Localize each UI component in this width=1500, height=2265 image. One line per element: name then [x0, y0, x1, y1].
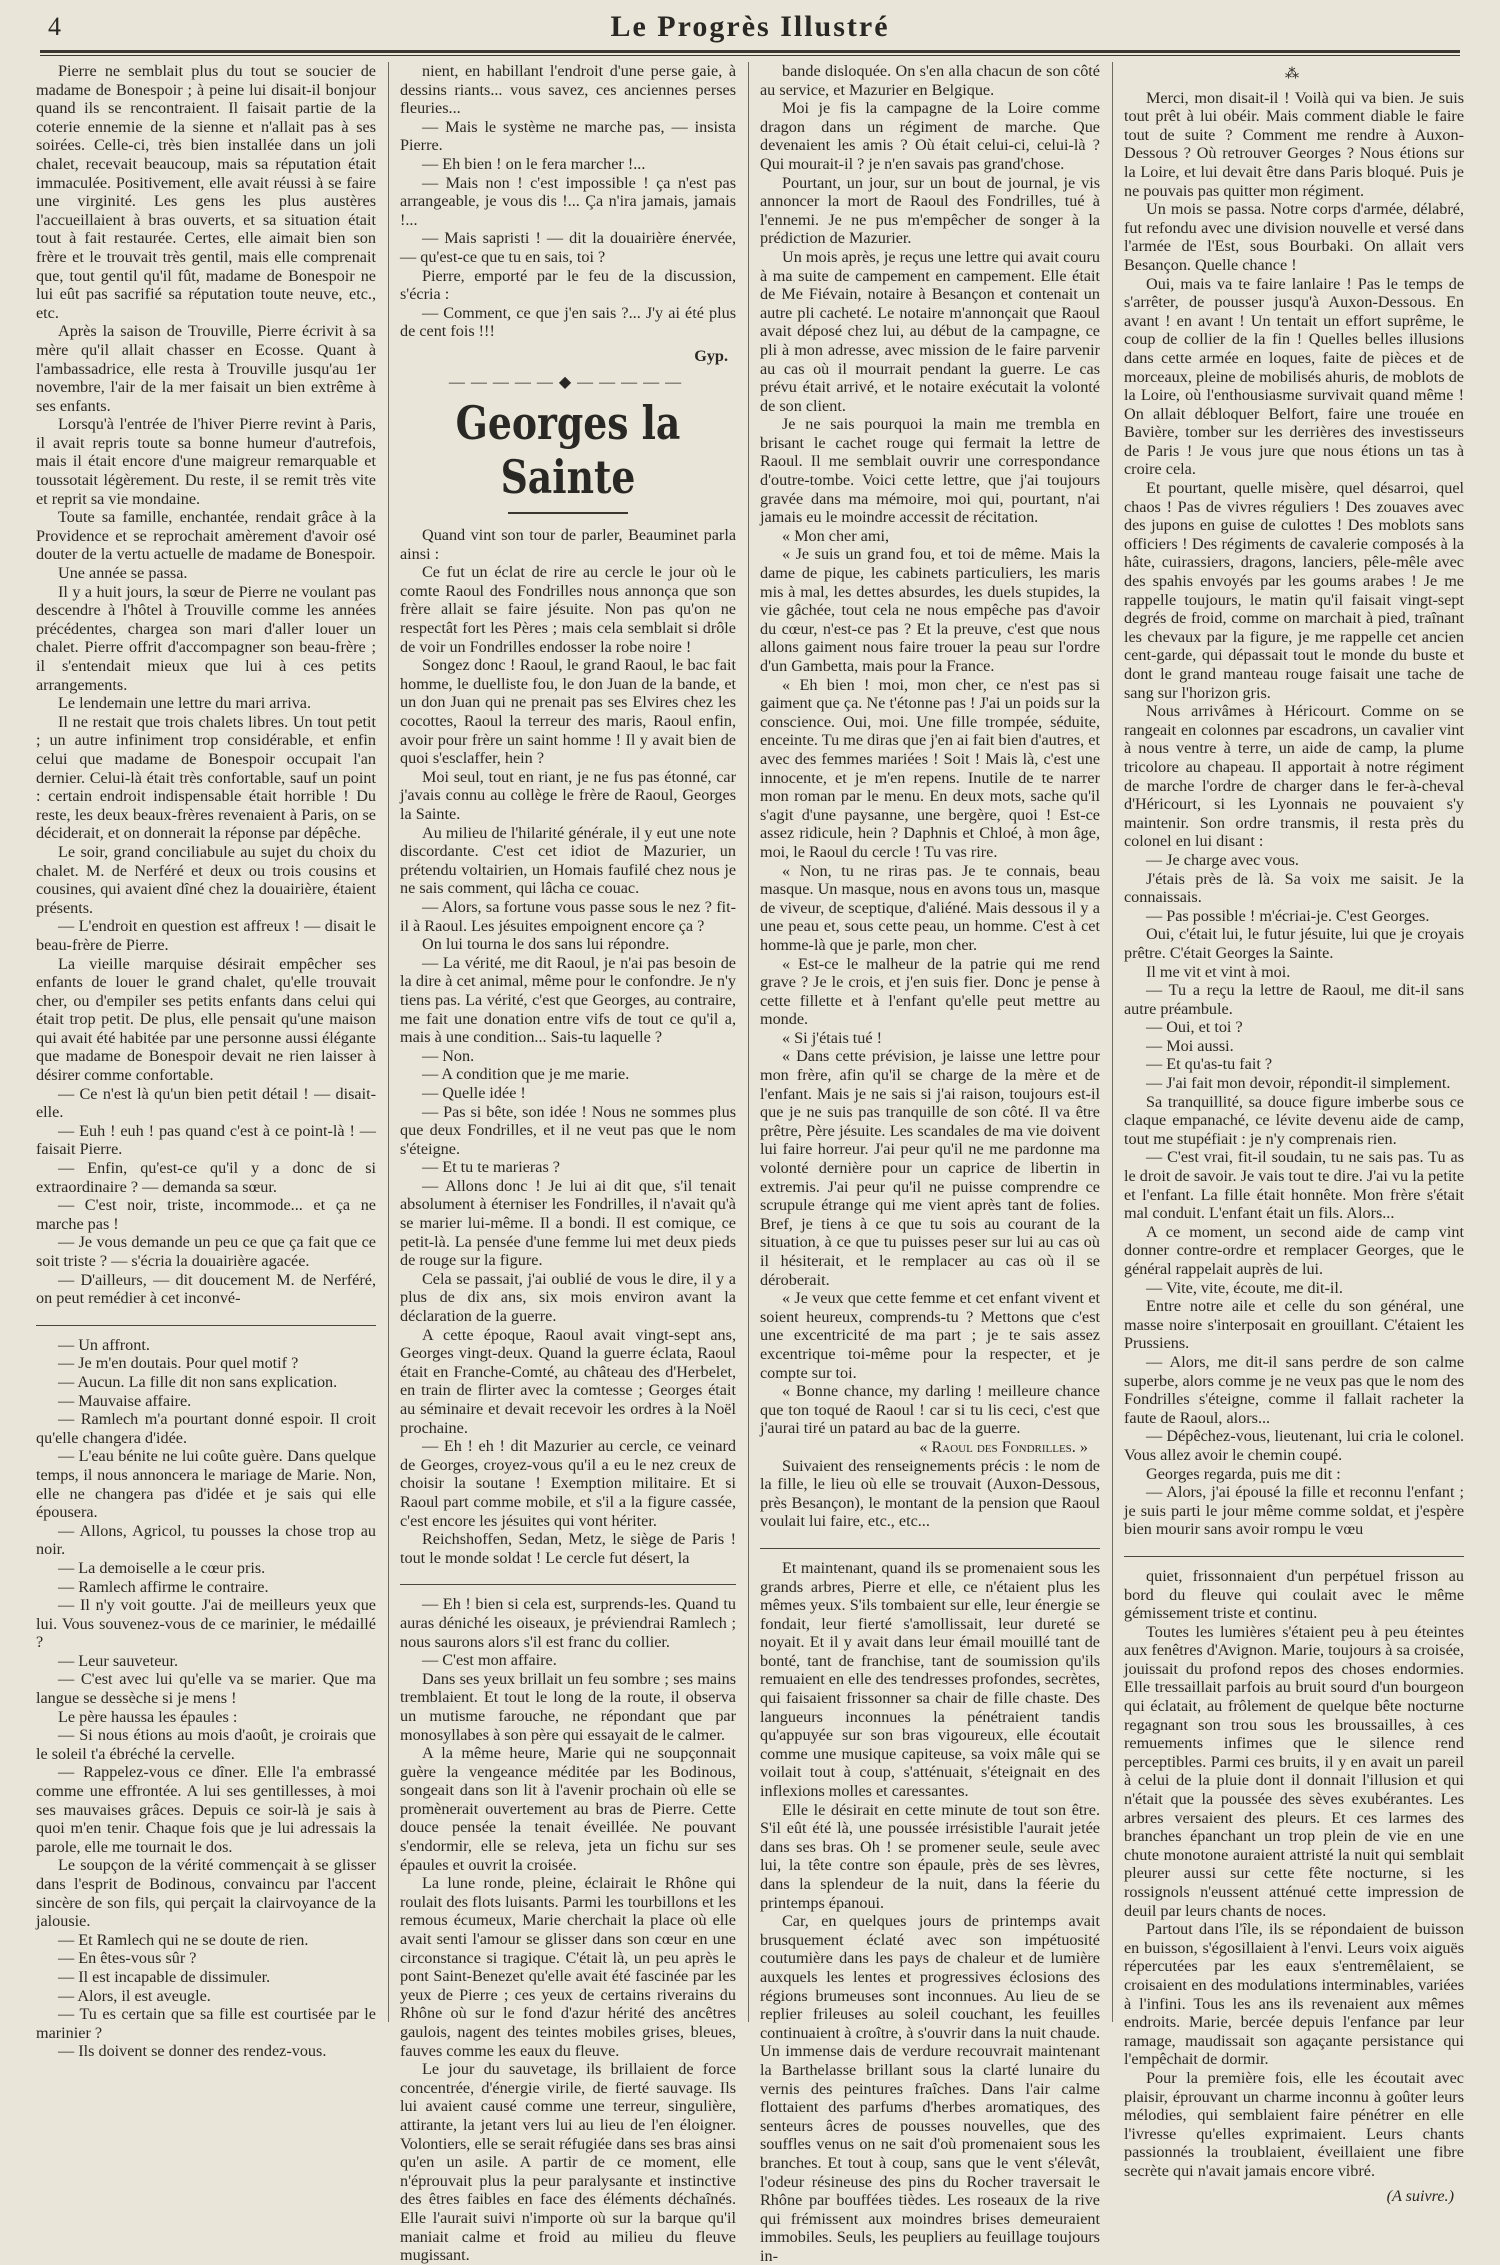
- paragraph: — Alors, j'ai épousé la fille et reconnu l'enfant ; je suis parti le jour même comme soldat, et j'espère bien mourir sans avoir rompu le vœu: [1124, 1483, 1464, 1539]
- letter-signature: « Raoul des Fondrilles. »: [919, 1437, 1088, 1456]
- paragraph: — J'ai fait mon devoir, répondit-il simplement.: [1146, 1074, 1451, 1093]
- section-divider: [36, 1308, 376, 1326]
- paragraph: Quand vint son tour de parler, Beauminet parla ainsi :: [400, 526, 736, 563]
- paragraph: — Euh ! euh ! pas quand c'est à ce point-là ! — faisait Pierre.: [36, 1121, 376, 1159]
- paragraph: « Je veux que cette femme et cet enfant vivent et soient heureux, comprends-tu ? Mettons que c'est une excentricité de ma part ; je te sais assez excentrique toi-même pour la respecter, et je compte sur toi.: [760, 1289, 1100, 1382]
- paragraph: Je ne sais pourquoi la main me trembla en brisant le cachet rouge qui fermait la lettre de Raoul. Il me semblait ouvrir une correspondance d'outre-tombe. Voici cette lettre, que j'ai toujours gravée dans ma mémoire, moi qui, pourtant, n'ai jamais eu le moindre accessit de récitation.: [760, 415, 1100, 527]
- paragraph: — Mais sapristi ! — dit la douairière énervée, — qu'est-ce que tu en sais, toi ?: [400, 229, 736, 266]
- paragraph: Il me vit et vint à moi.: [1146, 962, 1291, 981]
- paragraph: Le lendemain une lettre du mari arriva.: [58, 694, 312, 713]
- story3-col2: [400, 1595, 736, 2264]
- paragraph: — Je charge avec vous.: [1146, 850, 1299, 869]
- paragraph: — Ramlech m'a pourtant donné espoir. Il croit qu'elle changera d'idée.: [36, 1410, 376, 1447]
- header-rule-thin: [40, 55, 1460, 56]
- paragraph: quiet, frissonnaient d'un perpétuel frisson au bord du fleuve qui coulait avec le même gémissement triste et continu.: [1124, 1566, 1464, 1623]
- paragraph: — Mauvaise affaire.: [58, 1391, 192, 1410]
- story-title: Georges la Sainte: [455, 396, 681, 505]
- paragraph: — Enfin, qu'est-ce qu'il y a donc de si extraordinaire ? — demanda sa sœur.: [36, 1159, 376, 1196]
- paragraph: — Mais non ! c'est impossible ! ça n'est pas arrangeable, je vous dis !... Ça n'ira jamais, jamais !...: [400, 173, 736, 229]
- paragraph: — Et Ramlech qui ne se doute de rien.: [58, 1930, 309, 1949]
- story3-col4: [1124, 1567, 1464, 2181]
- paragraph: Oui, c'était lui, le futur jésuite, lui que je croyais prêtre. C'était Georges la Sainte.: [1124, 925, 1464, 962]
- paragraph: Le jour du sauvetage, ils brillaient de force concentrée, d'énergie virile, de fierté sauvage. Ils lui avaient causé comme une terreur, singulière, attirante, la jetant vers lui au lieu de l'en éloigner. Volontiers, elle se serait réfugiée dans ses bras ainsi qu'en un asile. A partir de ce moment, elle n'éprouvait plus la peur paralysante et instinctive des êtres faibles en face des éléments déchaînés. Elle l'aurait suivi n'importe où sur la barque qu'il maniait calme et froid au milieu du fleuve mugissant.: [400, 2060, 736, 2265]
- paragraph: Il y a huit jours, la sœur de Pierre ne voulant pas descendre à l'hôtel à Trouville comme les années précédentes, chargea son mari d'aller louer un chalet. Pierre offrit d'accompagner son beau-frère ; il s'entendait mieux que lui à ces petits arrangements.: [36, 582, 376, 694]
- paragraph: — Si nous étions au mois d'août, je croirais que le soleil t'a ébréché la cervelle.: [36, 1726, 376, 1763]
- story2-col3-end: Suivaient des renseignements précis : le nom de la fille, le lieu où elle se trouvait (Auxon-Dessous, près Besançon), le montant de la pension que Raoul voulait lui faire, etc., etc...: [760, 1456, 1100, 1531]
- paragraph: — Rappelez-vous ce dîner. Elle l'a embrassé comme une effrontée. A lui ses gentillesses, à moi ses mauvaises grâces. Depuis ce soir-là je sais à quoi m'en tenir. Chaque fois que je lui adressais la parole, elle me tournait le dos.: [36, 1763, 376, 1856]
- paragraph: Pour la première fois, elle les écoutait avec plaisir, éprouvant un charme inconnu à goûter leurs mélodies, qui semblaient faire pénétrer en elle l'ivresse qu'elles exprimaient. Leurs chants passionnés la troublaient, éveillaient une fibre secrète qui n'avait jamais encore vibré.: [1124, 2068, 1464, 2180]
- paragraph: Nous arrivâmes à Héricourt. Comme on se rangeait en colonnes par escadrons, un cavalier vint à nous ventre à terre, un aide de camp, la plume tricolore au chapeau. Il apportait à notre régiment de marche l'ordre de charger dans le fer-à-cheval d'Héricourt, si les Lyonnais ne pouvaient s'y maintenir. Son ordre transmis, il resta près du colonel en lui disant :: [1124, 702, 1464, 851]
- paragraph: La lune ronde, pleine, éclairait le Rhône qui roulait des flots luisants. Parmi les tourbillons et les remous écumeux, Marie cherchait la place où elle avait senti l'amour se glisser dans son cœur en une circonstance si tragique. C'était là, un peu après le pont Saint-Benezet qu'elle avait été fascinée par les yeux de Pierre ; ces yeux de certains riverains du Rhône où sur le fond d'azur hérité des ancêtres gaulois, nagent des teintes mobiles grises, bleues, fauves comme les eaux du fleuve.: [400, 1874, 736, 2060]
- title-ornament: —————◆—————: [448, 373, 688, 391]
- paragraph: A ce moment, un second aide de camp vint donner contre-ordre et remplacer Georges, que le général rappelait auprès de lui.: [1124, 1222, 1464, 1278]
- paragraph: Georges regarda, puis me dit :: [1146, 1464, 1341, 1483]
- paragraph: Sa tranquillité, sa douce figure imberbe sous ce claque empanaché, ce lévite devenu aide de camp, tout me stupéfiait : je n'y comprenais rien.: [1124, 1092, 1464, 1148]
- paragraph: Et pourtant, quelle misère, quel désarroi, quel chaos ! Pas de vivres réguliers ! Des zouaves avec des jupons en guise de culottes ! Des moblots sans officiers ! Des régiments de cavalerie composés à la hâte, cuirassiers, dragons, lanciers, pêle-mêle avec des spahis envoyés par les goums arabes ! Je me rappelle toujours, le matin qu'il faisait vingt-sept degrés de froid, comme on marchait à pied, traînant les chevaux par la figure, je me rappelle cet ancien cent-garde, qui dépassait tout le monde du buste et dont le grand manteau rouge faisait une tache de sang sur l'horizon gris.: [1124, 479, 1464, 702]
- paragraph: Au milieu de l'hilarité générale, il y eut une note discordante. C'est cet idiot de Mazurier, un prétendu voltairien, un Homais faufilé chez nous je ne sais comment, qui lâcha ce couac.: [400, 823, 736, 898]
- section-divider: [1124, 1539, 1464, 1557]
- paragraph: — Alors, sa fortune vous passe sous le nez ? fit-il à Raoul. Les jésuites empoignent encore ça ?: [400, 897, 736, 935]
- paragraph: — Il est incapable de dissimuler.: [58, 1967, 271, 1986]
- paragraph: — Il n'y voit goutte. J'ai de meilleurs yeux que lui. Vous souvenez-vous de ce marinier, le médaillé ?: [36, 1596, 376, 1652]
- paragraph: A cette époque, Raoul avait vingt-sept ans, Georges vingt-deux. Quand la guerre éclata, Raoul était en Franche-Comté, au château des d'Herbelet, en train de flirter avec la comtesse ; Georges était au séminaire et devait recevoir les ordres à la Noël prochaine.: [400, 1325, 736, 1437]
- paragraph: « Est-ce le malheur de la patrie qui me rend grave ? Je le crois, et j'en suis fier. Donc je pense à cette fillette et à l'enfant qu'elle peut mettre au monde.: [760, 954, 1100, 1029]
- paragraph: — Ils doivent se donner des rendez-vous.: [58, 2042, 327, 2061]
- paragraph: Pierre ne semblait plus du tout se soucier de madame de Bonespoir ; à peine lui disait-il bonjour quand ils se rencontraient. Il faisait partie de la coterie ennemie de la sienne et n'allait pas à ses soirées. Celle-ci, très bien installée dans un joli chalet, recevait beaucoup, mais sa réputation était immaculée. Positivement, elle avait réussi à se faire une virginité. Les gens les plus austères l'accueillaient à bras ouverts, et sa situation était tout à fait restaurée. Certes, elle aimait bien son frère et le trouvait très gentil, mais elle comprenait que, tout gentil qu'il fût, madame de Bonespoir ne lui eût pas sacrifié sa réputation toute neuve, etc., etc.: [36, 62, 376, 322]
- paragraph: Pourtant, un jour, sur un bout de journal, je vis annoncer la mort de Raoul des Fondrilles, tué à l'ennemi. Je ne pus m'empêcher de songer à la prédiction de Mazurier.: [760, 173, 1100, 248]
- paragraph: Toutes les lumières s'étaient peu à peu éteintes aux fenêtres d'Avignon. Marie, toujours à sa croisée, jouissait du profond repos des choses endormies. Elle tressaillait parfois au bruit sourd d'un bourgeon qui éclatait, au frôlement de quelque bête nocturne regagnant son trou sous les broussailles, à ces remuements infimes que le silence rend perceptibles. Parmi ces bruits, il y en avait un pareil à celui de la pluie dont il donnait l'illusion et qui n'était que la poussée des sèves exubérantes. Les arbres versaient des pleurs. Et ces larmes des branches épanchant un trop plein de vie en une chute monotone auraient attristé la nuit qui semblait pleurer aussi sur cette fête nocturne, si les rossignols n'eussent atténué cette impression de deuil par leurs chants de noces.: [1124, 1622, 1464, 1920]
- paragraph: — C'est mon affaire.: [422, 1651, 557, 1670]
- paragraph: — L'eau bénite ne lui coûte guère. Dans quelque temps, il nous annoncera le mariage de Marie. Non, elle ne changera pas d'idée et je sais qui elle épousera.: [36, 1447, 376, 1522]
- paragraph: Un mois se passa. Notre corps d'armée, délabré, fut refondu avec une division nouvelle et versé dans l'armée de l'Est, sous Bourbaki. On allait vers Besançon. Quelle chance !: [1124, 200, 1464, 274]
- section-divider: [760, 1531, 1100, 1549]
- paragraph: — Comment, ce que j'en sais ?... J'y ai été plus de cent fois !!!: [400, 303, 736, 341]
- paragraph: Un mois après, je reçus une lettre qui avait couru à ma suite de campement en campement. Elle était de Me Fiévain, notaire à Besançon et contenait un autre pli cacheté. Le notaire m'annonçait que Raoul avait déposé chez lui, au début de la campagne, ce pli à mon adresse, avec mission de le faire parvenir au cas où il mourrait pendant la guerre. Le cas prévu était arrivé, et le notaire exécutait la volonté de son client.: [760, 247, 1100, 415]
- paragraph: Car, en quelques jours de printemps avait brusquement éclaté avec son impétuosité coutumière dans les pays de chaleur et de lumière auxquels les lentes et progressives éclosions des régions brumeuses sont inconnues. Au lieu de se replier frileuses au soleil couchant, les feuilles continuaient à croître, à s'ouvrir dans la nuit chaude. Un immense dais de verdure recouvrait maintenant la Barthelasse brillant sous la clarté lunaire du vernis des peintures fraîches. Dans l'air calme flottaient des parfums d'herbes aromatiques, des senteurs âcres de pousses nouvelles, que des souffles venus on ne sait d'où promenaient sous les branches. Et tout à coup, sans que le vent s'élevât, l'odeur résineuse des pins du Rocher traversait le Rhône par bouffées tièdes. Les roseaux de la rive qui frémissent aux moindres brises demeuraient immobiles. Seuls, les peupliers au feuillage toujours in-: [760, 1912, 1100, 2265]
- paragraph: « Dans cette prévision, je laisse une lettre pour mon frère, afin qu'il se charge de la mère et de l'enfant. Mais je ne sais si j'ai raison, toujours est-il que je ne suis pas tranquille de son côté. Il va être prêtre, Père jésuite. Les scandales de ma vie doivent lui faire horreur. J'ai peur qu'il ne me pardonne ma volonté dernière pour un caprice de libertin in extremis. J'ai peur qu'il ne puisse comprendre ce scrupule étrange qui me vient après tant de folies. Bref, je tiens à ce que tu sois au courant de la situation, à ce que tu puisses peser sur lui au cas où il hésiterait, et le remplacer au cas où il se déroberait.: [760, 1047, 1100, 1289]
- paragraph: — Pas possible ! m'écriai-je. C'est Georges.: [1146, 906, 1430, 925]
- paragraph: Une année se passa.: [58, 564, 188, 583]
- paragraph: — C'est avec lui qu'elle va se marier. Que ma langue se dessèche si je mens !: [36, 1670, 376, 1708]
- paragraph: — Allons donc ! Je lui ai dit que, s'il tenait absolument à éterniser les Fondrilles, il n'avait qu'à se marier lui-même. Il a bondi. Il est comique, ce petit-là. La pensée d'une femme lui met deux pieds de rouge sur la figure.: [400, 1176, 736, 1270]
- paragraph: — D'ailleurs, — dit doucement M. de Nerféré, on peut remédier à cet inconvé-: [36, 1270, 376, 1308]
- paragraph: « Eh bien ! moi, mon cher, ce n'est pas si gaiment que ça. Ne t'étonne pas ! J'ai un poids sur la conscience. Oui, moi. Une fille trompée, séduite, enceinte. Tu me diras que j'en ai fait bien d'autres, et avec des femmes mariées ! Soit ! Mais là, c'est une innocente, et je m'en repens. Inutile de te narrer mon roman par le menu. En deux mots, sache qu'il s'agit d'une paysanne, une bergère, quoi ! Est-ce assez ridicule, hein ? Daphnis et Chloé, à mon âge, moi, le Raoul du cercle ! Tu vas rire.: [760, 675, 1100, 861]
- paragraph: — A condition que je me marie.: [422, 1065, 630, 1084]
- paragraph: — Aucun. La fille dit non sans explication.: [58, 1372, 338, 1391]
- paragraph: « Mon cher ami,: [782, 526, 889, 545]
- paragraph: On lui tourna le dos sans lui répondre.: [422, 935, 670, 954]
- paragraph: « Non, tu ne riras pas. Je te connais, beau masque. Un masque, nous en avons tous un, masque de viveur, de sceptique, d'aliéné. Mais dessous il y a une peau et, sous cette peau, un homme. C'est à cet homme-là que je parle, mon cher.: [760, 861, 1100, 954]
- paragraph: — Leur sauveteur.: [58, 1651, 179, 1670]
- story3-col3: [760, 1559, 1100, 2265]
- paragraph: Le soir, grand conciliabule au sujet du choix du chalet. M. de Nerféré et deux ou trois cousins et cousines, qui avaient dîné chez la douairière, étaient présents.: [36, 842, 376, 917]
- paragraph: — Et tu te marieras ?: [422, 1158, 560, 1177]
- column-1: [36, 62, 376, 2061]
- story2-col2: [400, 526, 736, 1567]
- paragraph: — Moi aussi.: [1146, 1036, 1234, 1055]
- paragraph: « Bonne chance, my darling ! meilleure chance que ton toqué de Raoul ! car si tu lis ceci, c'est que j'aurai tiré un patard au bac de la guerre.: [760, 1382, 1100, 1438]
- paragraph: — La vérité, me dit Raoul, je n'ai pas besoin de la dire à cet animal, même pour le confondre. Je n'y tiens pas. La vérité, c'est que Georges, au contraire, me fait une donation entre vifs de tout ce qu'il a, mais à une condition... Sais-tu laquelle ?: [400, 953, 736, 1047]
- story2-col4: [1124, 89, 1464, 1539]
- paragraph: Lorsqu'à l'entrée de l'hiver Pierre revint à Paris, il avait repris toute sa bonne humeur d'autrefois, mais il était encore d'une maigreur remarquable et toussotait légèrement. Du reste, il se remit très vite et reprit sa vie mondaine.: [36, 415, 376, 508]
- paragraph: — Je vous demande un peu ce que ça fait que ce soit triste ? — s'écria la douairière agacée.: [36, 1233, 376, 1270]
- paragraph: Merci, mon disait-il ! Voilà qui va bien. Je suis tout prêt à lui obéir. Mais comment diable le faire tout de suite ? Comment me rendre à Auxon-Dessous ? Où retrouver Georges ? Nous étions sur la Loire, et lui devait être dans Paris bloqué. Puis je ne pouvais pas quitter mon régiment.: [1124, 88, 1464, 200]
- paragraph: bande disloquée. On s'en alla chacun de son côté au service, et Mazurier en Belgique.: [760, 62, 1100, 99]
- paragraph: Reichshoffen, Sedan, Metz, le siège de Paris ! tout le monde soldat ! Le cercle fut désert, la: [400, 1530, 736, 1567]
- paragraph: — Ramlech affirme le contraire.: [58, 1577, 269, 1596]
- column-rule: [388, 62, 389, 2022]
- title-underline: [508, 512, 628, 514]
- paragraph: « Si j'étais tué !: [782, 1028, 883, 1047]
- paragraph: — Tu a reçu la lettre de Raoul, me dit-il sans autre préambule.: [1124, 981, 1464, 1018]
- paragraph: Ce fut un éclat de rire au cercle le jour où le comte Raoul des Fondrilles nous annonça que son frère allait se faire jésuite. Non pas qu'on ne respectât fort les Pères ; mais cela semblait si drôle de voir un Fondrilles endosser la robe noire !: [400, 563, 736, 656]
- column-2: [400, 62, 736, 2265]
- paragraph: — Eh ! bien si cela est, surprends-les. Quand tu auras déniché les oiseaux, je préviendrai Ramlech ; nous saurons alors s'il est franc du collier.: [400, 1595, 736, 1651]
- paragraph: — Mais le système ne marche pas, — insista Pierre.: [400, 117, 736, 155]
- paragraph: — Oui, et toi ?: [1146, 1018, 1243, 1037]
- paragraph: Pierre, emporté par le feu de la discussion, s'écria :: [400, 266, 736, 304]
- paragraph: Le père haussa les épaules :: [58, 1707, 238, 1726]
- paragraph: — Et qu'as-tu fait ?: [1146, 1055, 1273, 1074]
- paragraph: — Dépêchez-vous, lieutenant, lui cria le colonel. Vous allez avoir le chemin coupé.: [1124, 1427, 1464, 1464]
- paragraph: nient, en habillant l'endroit d'une perse gaie, à dessins riants... vous savez, ces anciennes perses fleuries...: [400, 62, 736, 118]
- paragraph: — L'endroit en question est affreux ! — disait le beau-frère de Pierre.: [36, 917, 376, 954]
- paragraph: — Quelle idée !: [422, 1083, 526, 1102]
- paragraph: — Eh ! eh ! dit Mazurier au cercle, ce veinard de Georges, croyez-vous qu'il a eu le nez creux de choisir la soutane ! Exemption militaire. Et si Raoul part comme mobile, et s'il a la figure cassée, c'est encore les jésuites qui vont hériter.: [400, 1437, 736, 1530]
- paragraph: — Tu es certain que sa fille est courtisée par le marinier ?: [36, 2005, 376, 2042]
- journal-title: Le Progrès Illustré: [610, 10, 890, 43]
- paragraph: — La demoiselle a le cœur pris.: [58, 1558, 266, 1577]
- paragraph: Et maintenant, quand ils se promenaient sous les grands arbres, Pierre et elle, ce n'étaient plus les mêmes yeux. S'ils tombaient sur elle, leur énergie se fondait, leur fierté s'amollissait, leur dureté se noyait. Et il y avait dans leur émail mouillé tant de bonté, tant de franchise, tant de soumission qu'ils remuaient en elle des tendresses profondes, secrètes, qui faisaient frissonner sa chair de fille chaste. Des langueurs inconnues la pénétraient tandis qu'appuyée sur son bras vigoureux, elle écoutait comme une musique capiteuse, sa voix mâle qui se voilait tout à coup, s'atténuait, s'éteignait en des inflexions molles et caressantes.: [760, 1558, 1100, 1801]
- story1-col2: [400, 62, 736, 341]
- paragraph: — En êtes-vous sûr ?: [58, 1949, 197, 1968]
- page-number: 4: [48, 12, 61, 41]
- paragraph: — Allons, Agricol, tu pousses la chose trop au noir.: [36, 1521, 376, 1559]
- paragraph: La vieille marquise désirait empêcher ses enfants de louer le grand chalet, qu'elle trouvait cher, ou d'empiler ses petits enfants dans celui qui était trop petit. De plus, elle pensait qu'une maison qui avait été habitée par une personne aussi élégante que madame de Bonespoir devait ne rien laisser à désirer comme confortable.: [36, 954, 376, 1085]
- paragraph: Moi je fis la campagne de la Loire comme dragon dans un régiment de marche. Que devenaient les amis ? Où était celui-ci, celui-là ? Qui mourait-il ? je n'en savais pas grand'chose.: [760, 99, 1100, 173]
- paragraph: Moi seul, tout en riant, je ne fus pas étonné, car j'avais connu au collège le frère de Raoul, Georges la Sainte.: [400, 767, 736, 823]
- paragraph: Oui, mais va te faire lanlaire ! Pas le temps de s'arrêter, de pousser jusqu'à Auxon-Dessous. En avant ! en avant ! Un tentait un effort suprême, le coup de collier de la fin ! Quelles belles illusions dans cette armée en loques, faite de pièces et de morceaux, pleine de mobilisés ahuris, de moblots de la Loire, où l'enthousiasme survivait quand même ! On allait débloquer Belfort, faire une trouée en Bavière, tomber sur les derrières des investisseurs de Paris ! Je vous jure que nous étions un tas à croire cela.: [1124, 274, 1464, 479]
- paragraph: — Ce n'est là qu'un bien petit détail ! — disait-elle.: [36, 1084, 376, 1122]
- section-divider: [400, 1567, 736, 1585]
- paragraph: J'étais près de là. Sa voix me saisit. Je la connaissais.: [1124, 869, 1464, 907]
- paragraph: — Pas si bête, son idée ! Nous ne sommes plus que deux Fondrilles, et il ne veut pas que le nom s'éteigne.: [400, 1102, 736, 1158]
- paragraph: « Je suis un grand fou, et toi de même. Mais la dame de pique, les cabinets particuliers, les maris mis à mal, les dettes absurdes, les duels stupides, la vie gâchée, tout cela ne nous empêche pas d'avoir du cœur, n'est-ce pas ? Et la preuve, c'est que nous allons gaiment nous faire trouer la peau sur l'ordre d'un Gambetta, mais pour la France.: [760, 545, 1100, 675]
- paragraph: Le soupçon de la vérité commençait à se glisser dans l'esprit de Bodinous, convaincu par l'accent sincère de son fils, qui perçait la clairvoyance de la jalousie.: [36, 1856, 376, 1931]
- section-stars: ⁂: [1285, 67, 1303, 82]
- paragraph: Après la saison de Trouville, Pierre écrivit à sa mère qu'il allait chasser en Ecosse. Quant à l'ambassadrice, elle resta à Trouville jusqu'au 1er novembre, l'air de la mer faisait un bien extrême à ses enfants.: [36, 322, 376, 415]
- column-3: [760, 62, 1100, 2265]
- story1-signature: Gyp.: [694, 346, 728, 365]
- paragraph: Elle le désirait en cette minute de tout son être. S'il eût été là, une poussée irrésistible l'aurait jetée dans ses bras. Oh ! se promener seule, seule avec lui, la tête contre son épaule, près de ses lèvres, dans la splendeur de la nuit, dans la féerie du printemps épanoui.: [760, 1800, 1100, 1912]
- paragraph: — Non.: [422, 1046, 475, 1065]
- story2-col3: [760, 62, 1100, 1438]
- paragraph: — Alors, me dit-il sans perdre de son calme superbe, alors comme je ne veux pas que le nom des Fondrilles s'éteigne, comme il fallait racheter la faute de Raoul, alors...: [1124, 1352, 1464, 1427]
- column-rule: [748, 62, 749, 2022]
- paragraph: — C'est vrai, fit-il soudain, tu ne sais pas. Tu as le droit de savoir. Je vais tout te dire. J'ai vu la petite et l'enfant. La fille était honnête. Mon frère s'était mal conduit. L'enfant était un fils. Alors...: [1124, 1148, 1464, 1223]
- paragraph: Il ne restait que trois chalets libres. Un tout petit ; un autre infiniment trop considérable, et enfin celui que madame de Bonespoir occupait l'an dernier. Celui-là était très confortable, sauf un point : certain endroit indispensable était horrible ! Du reste, les deux beaux-frères revenaient à Paris, on se déciderait, et on donnerait la réponse par dépêche.: [36, 712, 376, 843]
- paragraph: — Un affront.: [58, 1335, 150, 1354]
- paragraph: — Alors, il est aveugle.: [58, 1986, 211, 2005]
- paragraph: Toute sa famille, enchantée, rendait grâce à la Providence et se reprochait amèrement d'avoir osé douter de la vertu actuelle de madame de Bonespoir.: [36, 508, 376, 564]
- paragraph: — C'est noir, triste, incommode... et ça ne marche pas !: [36, 1196, 376, 1233]
- column-4: [1124, 62, 1464, 2205]
- paragraph: Songez donc ! Raoul, le grand Raoul, le bac fait homme, le duelliste fou, le don Juan de la bande, et un don Juan qui ne prenait pas ses Elvires chez les cocottes, Raoul la terreur des maris, Raoul enfin, avoir pour frère un saint homme ! Il y avait bien de quoi s'esclaffer, hein ?: [400, 656, 736, 768]
- paragraph: A la même heure, Marie qui ne soupçonnait guère la vengeance méditée par les Bodinous, songeait dans son lit à l'avenir prochain où elle se promènerait ouvertement au bras de Pierre. Cette douce pensée la tenait éveillée. Ne pouvant s'endormir, elle se releva, jeta un fichu sur ses épaules et ouvrit la croisée.: [400, 1744, 736, 1874]
- story1-col1: [36, 62, 376, 1308]
- story3-col1: [36, 1336, 376, 2061]
- paragraph: — Je m'en doutais. Pour quel motif ?: [58, 1354, 299, 1373]
- paragraph: Dans ses yeux brillait un feu sombre ; ses mains tremblaient. Et tout le long de la route, il observa un mutisme farouche, ne répondant que par monosyllabes à son père qui essayait de le calmer.: [400, 1669, 736, 1744]
- column-rule: [1112, 62, 1113, 2022]
- paragraph: — Vite, vite, écoute, me dit-il.: [1146, 1278, 1343, 1297]
- header-rule: [40, 50, 1460, 53]
- to-be-continued: (A suivre.): [1386, 2186, 1454, 2205]
- paragraph: Entre notre aile et celle du son général, une masse noire s'interposait en grouillant. C'étaient les Prussiens.: [1124, 1297, 1464, 1353]
- paragraph: — Eh bien ! on le fera marcher !...: [422, 154, 646, 173]
- paragraph: Cela se passait, j'ai oublié de vous le dire, il y a plus de dix ans, six mois environ avant la déclaration de la guerre.: [400, 1269, 736, 1326]
- page-header: [40, 8, 1460, 46]
- paragraph: Partout dans l'île, ils se répondaient de buisson en buisson, s'égosillaient à l'envi. Leurs voix aiguës répercutées par les eaux s'entremêlaient, se croisaient en des modulations interminables, variées à l'infini. Tous les ans ils revenaient aux mêmes endroits. Marie, bercée depuis l'enfance par leur ramage, maudissait son agaçante persistance qui l'empêchait de dormir.: [1124, 1920, 1464, 2069]
